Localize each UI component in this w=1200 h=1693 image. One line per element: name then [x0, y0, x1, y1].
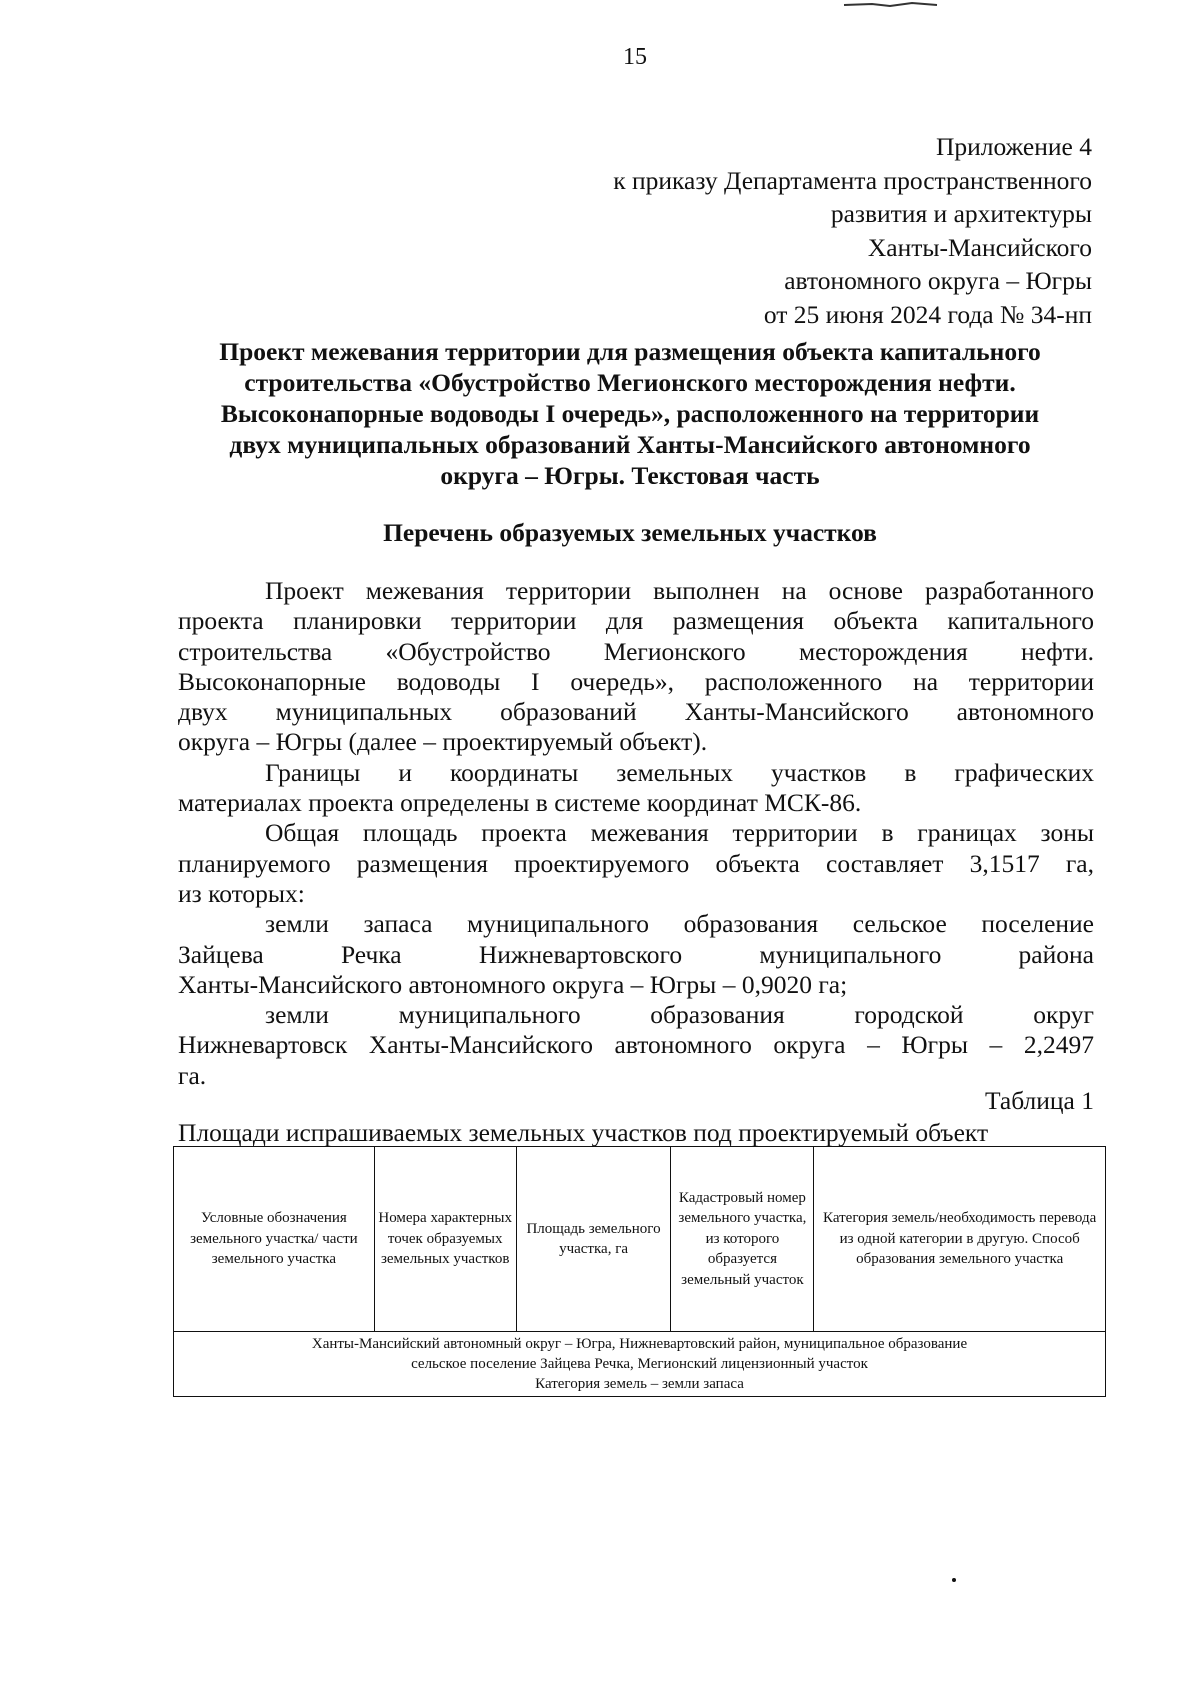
annex-line: от 25 июня 2024 года № 34-нп	[763, 299, 1092, 329]
title-line: Высоконапорные водоводы I очередь», расположенного на территории	[220, 399, 1040, 428]
body-line: планируемого размещения проектируемого объекта составляет 3,1517 га,	[178, 848, 1094, 878]
body-line: Проект межевания территории выполнен на основе разработанного	[265, 576, 1094, 605]
annex-line: к приказу Департамента пространственного	[613, 165, 1092, 195]
body-line: га.	[178, 1060, 207, 1090]
header-cell: Условные обозначения земельного участка/ части земельного участка	[174, 1147, 375, 1332]
body-line: из которых:	[178, 878, 305, 908]
body-line: Высоконапорные водоводы I очередь», расположенного на территории	[178, 666, 1094, 696]
table-label: Таблица 1	[984, 1086, 1094, 1115]
title-line: округа – Югры. Текстовая часть	[440, 461, 820, 490]
body-line: Границы и координаты земельных участков в графических	[265, 757, 1094, 787]
scan-dot	[952, 1578, 956, 1582]
table-caption: Площади испрашиваемых земельных участков под проектируемый объект	[178, 1118, 989, 1147]
annex-line: Ханты-Мансийского	[867, 232, 1092, 262]
header-cell: Кадастровый номер земельного участка, из которого образуется земельный участок	[671, 1147, 814, 1332]
table-section-row	[174, 1332, 1106, 1397]
annex-line: Приложение 4	[936, 132, 1092, 161]
table-header-row	[174, 1147, 1106, 1332]
body-line: земли запаса муниципального образования сельское поселение	[265, 909, 1094, 939]
scan-artifact	[842, 0, 942, 8]
body-line: Нижневартовск Ханты-Мансийского автономного округа – Югры – 2,2497	[178, 1030, 1094, 1060]
body-line: Зайцева Речка Нижневартовского муниципального района	[178, 939, 1094, 969]
body-line: проекта планировки территории для размещения объекта капитального	[178, 606, 1094, 636]
body-line: двух муниципальных образований Ханты-Мансийского автономного	[178, 697, 1094, 727]
section-line: сельское поселение Зайцева Речка, Мегионский лицензионный участок	[411, 1356, 868, 1372]
land-plots-table	[173, 1146, 1106, 1397]
title-line: двух муниципальных образований Ханты-Мансийского автономного	[229, 430, 1031, 459]
body-text	[178, 576, 1094, 1091]
body-line: материалах проекта определены в системе координат МСК-86.	[178, 788, 862, 818]
document-title	[160, 336, 1100, 491]
annex-line: развития и архитектуры	[830, 199, 1092, 228]
annex-line: автономного округа – Югры	[784, 266, 1092, 295]
title-line: строительства «Обустройство Мегионского месторождения нефти.	[244, 368, 1016, 397]
page-number: 15	[623, 44, 647, 70]
section-heading: Перечень образуемых земельных участков	[383, 518, 877, 547]
section-cell	[174, 1332, 1106, 1397]
body-line: земли муниципального образования городской округ	[265, 1000, 1094, 1030]
header-cell: Категория земель/необходимость перевода из одной категории в другую. Способ образования земельного участка	[814, 1147, 1106, 1332]
body-line: Ханты-Мансийского автономного округа – Югры – 0,9020 га;	[178, 969, 848, 999]
section-line: Категория земель – земли запаса	[535, 1376, 744, 1392]
body-line: округа – Югры (далее – проектируемый объект).	[178, 727, 708, 757]
annex-block	[452, 130, 1092, 331]
body-line: Общая площадь проекта межевания территории в границах зоны	[265, 818, 1094, 848]
section-line: Ханты-Мансийский автономный округ – Югра, Нижневартовский район, муниципальное образование	[311, 1336, 968, 1352]
body-line: строительства «Обустройство Мегионского месторождения нефти.	[178, 636, 1094, 666]
header-cell: Номера характерных точек образуемых земельных участков	[374, 1147, 516, 1332]
title-line: Проект межевания территории для размещения объекта капитального	[219, 337, 1041, 366]
header-cell: Площадь земельного участка, га	[516, 1147, 671, 1332]
